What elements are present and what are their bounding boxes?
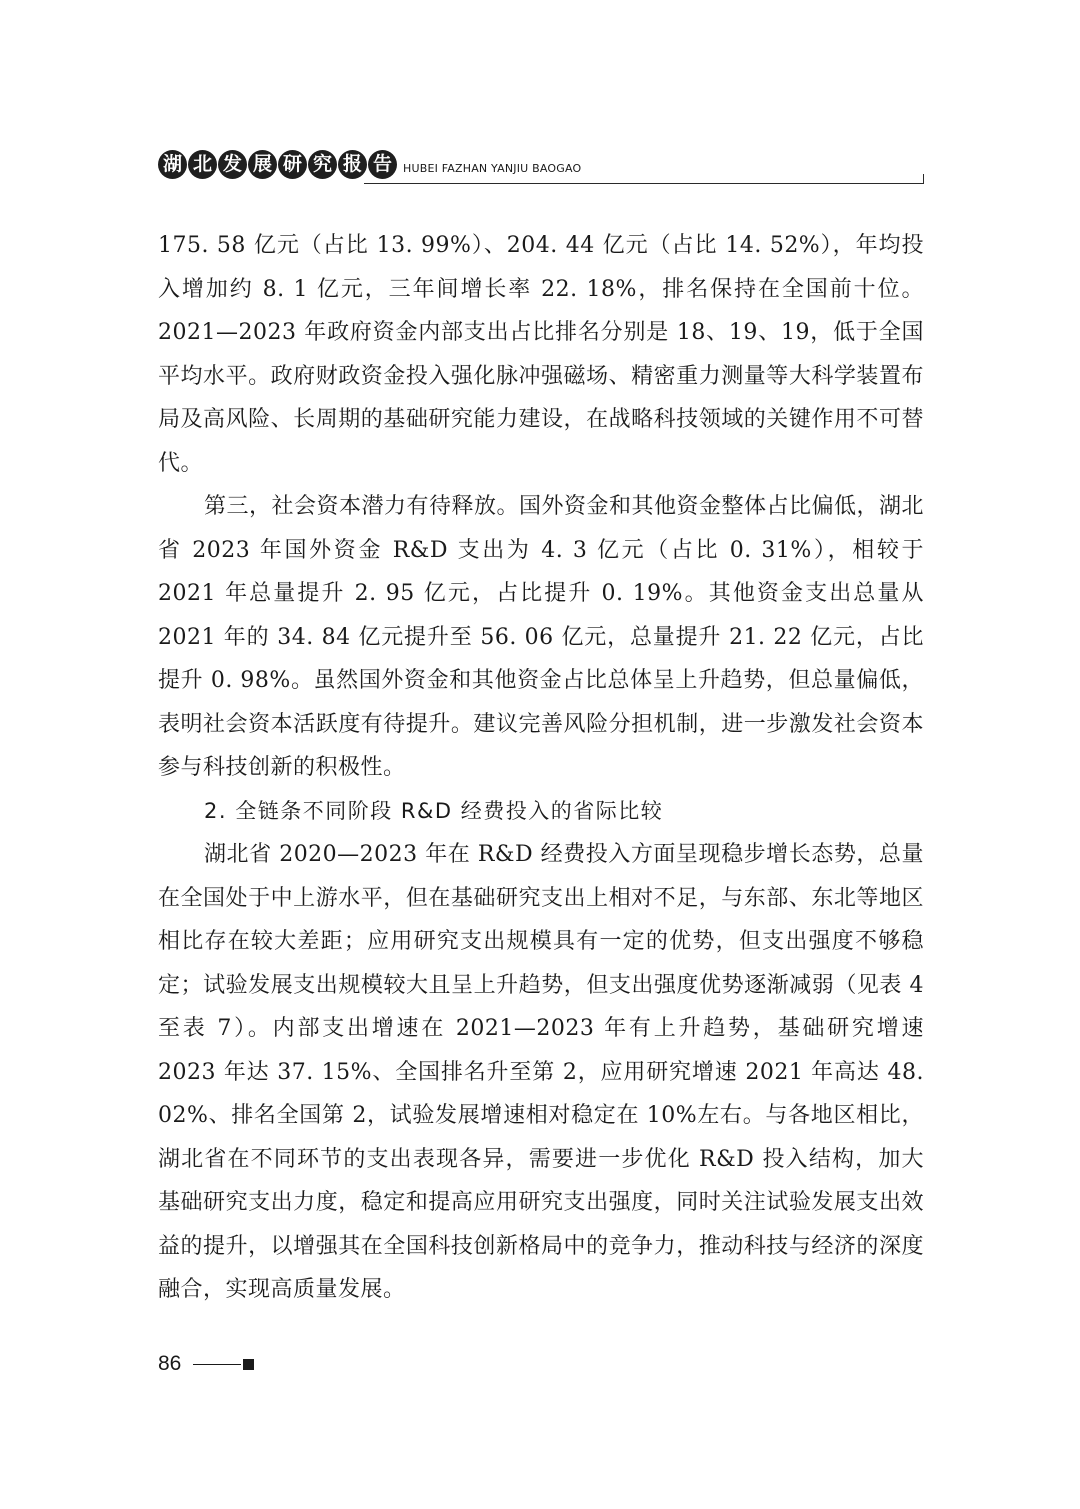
page-number: 86: [158, 1352, 182, 1375]
brand-char: 究: [308, 150, 337, 179]
header-divider-tick: [923, 174, 924, 184]
paragraph-3: 湖北省 2020—2023 年在 R&D 经费投入方面呈现稳步增长态势，总量在全国处于中上游水平，但在基础研究支出上相对不足，与东部、东北等地区相比存在较大差距；应用研究支出规模具有一定的优势，但支出强度不够稳定；试验发展支出规模较大且呈上升趋势，但支出强度优势逐渐减弱（见表 4 至表 7）。内部支出增速在 2021—2023 年有上升趋势，基础研究增速 2023 年达 37. 15%、全国排名升至第 2，应用研究增速 2021 年高达 48. 02%、排名全国第 2，试验发展增速相对稳定在 10%左右。与各地区相比，湖北省在不同环节的支出表现各异，需要进一步优化 R&D 投入结构，加大基础研究支出力度，稳定和提高应用研究支出强度，同时关注试验发展支出效益的提升，以增强其在全国科技创新格局中的竞争力，推动科技与经济的深度融合，实现高质量发展。: [158, 842, 924, 1302]
brand-english-title: HUBEI FAZHAN YANJIU BAOGAO: [403, 162, 582, 175]
brand-char: 研: [278, 150, 307, 179]
brand-char: 告: [368, 150, 397, 179]
footer-line: [193, 1364, 241, 1365]
brand-char: 北: [188, 150, 217, 179]
main-text: [158, 224, 924, 1312]
header-divider: [364, 183, 924, 184]
paragraph-2: 第三，社会资本潜力有待释放。国外资金和其他资金整体占比偏低，湖北省 2023 年国外资金 R&D 支出为 4. 3 亿元（占比 0. 31%），相较于 2021 年总量提升 2. 95 亿元，占比提升 0. 19%。其他资金支出总量从 2021 年的 34. 84 亿元提升至 56. 06 亿元，总量提升 21. 22 亿元，占比提升 0. 98%。虽然国外资金和其他资金占比总体呈上升趋势，但总量偏低，表明社会资本活跃度有待提升。建议完善风险分担机制，进一步激发社会资本参与科技创新的积极性。: [158, 494, 925, 780]
section-subheading: 2. 全链条不同阶段 R&D 经费投入的省际比较: [204, 798, 664, 823]
brand-char: 湖: [158, 150, 187, 179]
brand-char: 报: [338, 150, 367, 179]
journal-brand: [158, 150, 581, 179]
brand-char: 发: [218, 150, 247, 179]
page-footer: [158, 1352, 254, 1376]
brand-char: 展: [248, 150, 277, 179]
running-header: [158, 150, 924, 186]
paragraph-1: 175. 58 亿元（占比 13. 99%）、204. 44 亿元（占比 14. 52%），年均投入增加约 8. 1 亿元，三年间增长率 22. 18%，排名保持在全国前十位。2021—2023 年政府资金内部支出占比排名分别是 18、19、19，低于全国平均水平。政府财政资金投入强化脉冲强磁场、精密重力测量等大科学装置布局及高风险、长周期的基础研究能力建设，在战略科技领域的关键作用不可替代。: [158, 233, 924, 476]
footer-square-icon: [243, 1359, 254, 1370]
